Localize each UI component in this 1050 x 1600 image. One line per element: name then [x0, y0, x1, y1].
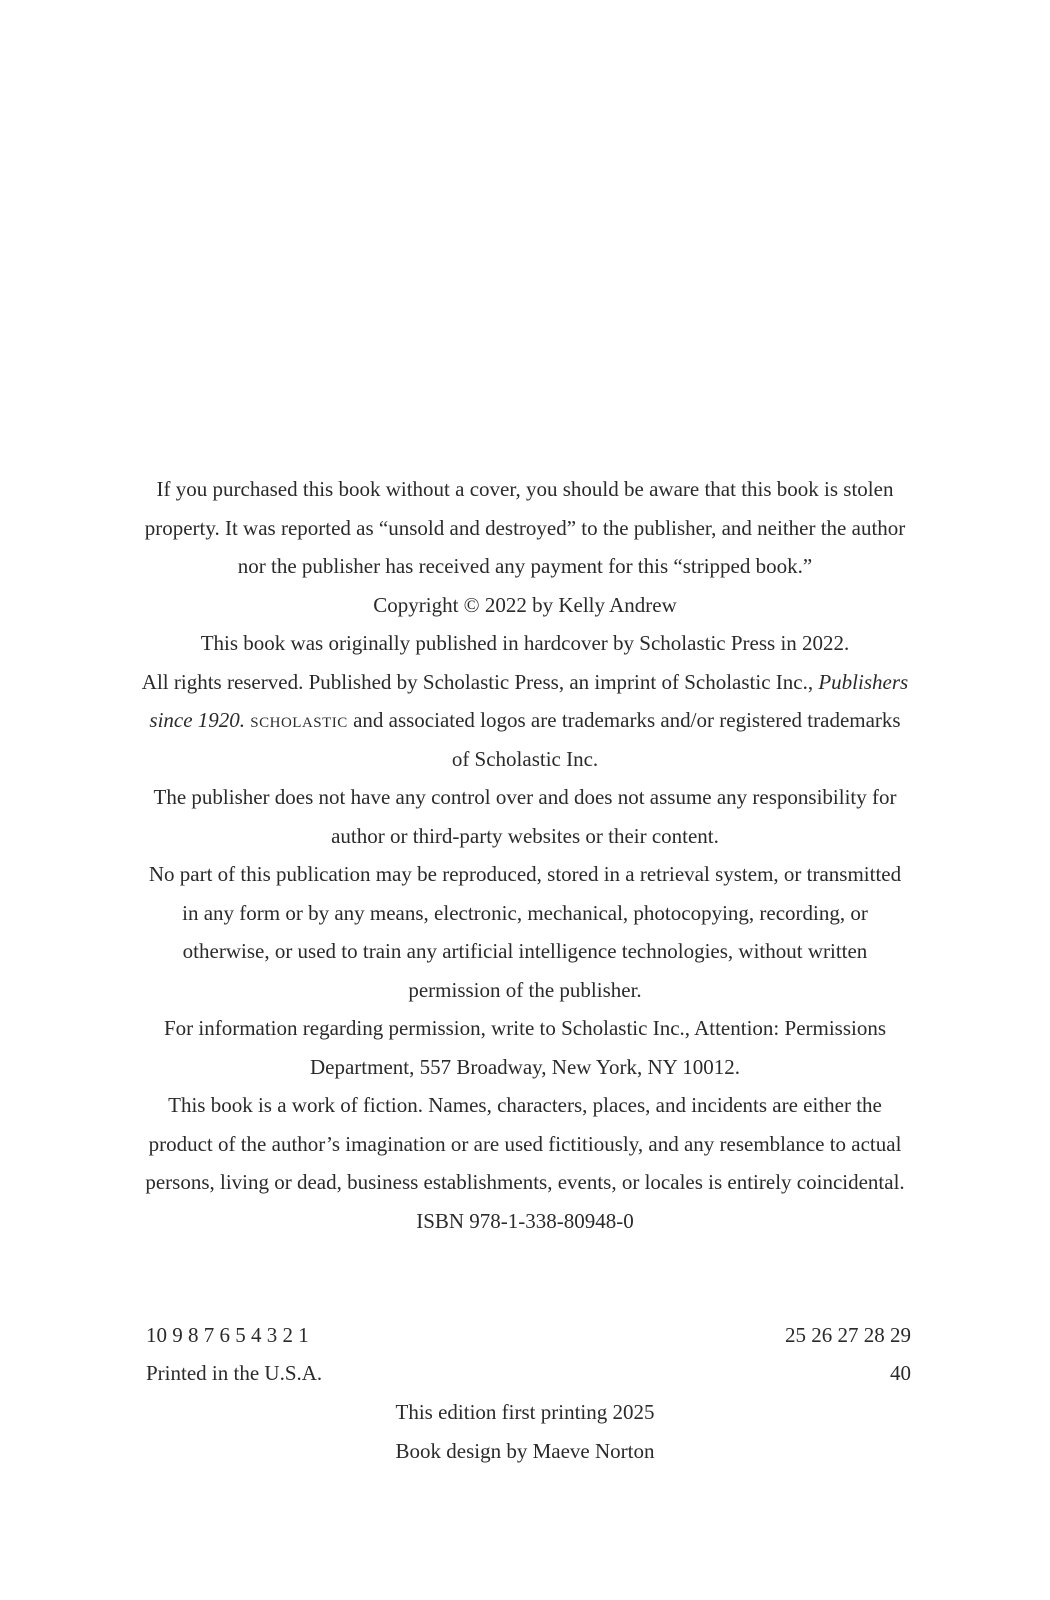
publisher-disclaimer: The publisher does not have any control over and does not assume any responsibility for author or third-party websites or their content. [153, 785, 897, 848]
printer-code: 40 [890, 1361, 911, 1385]
original-publication-line: This book was originally published in hardcover by Scholastic Press in 2022. [200, 631, 850, 655]
rights-paragraph [140, 663, 910, 779]
printing-number-line: 10 9 8 7 6 5 4 3 2 1 [146, 1323, 309, 1347]
permissions-notice: For information regarding permission, write to Scholastic Inc., Attention: Permissions Department, 557 Broadway, New York, NY 10012. [163, 1016, 887, 1079]
fiction-disclaimer: This book is a work of fiction. Names, characters, places, and incidents are either the product of the author’s imagination or are used fictitiously, and any resemblance to actual persons, living or dead, business establishments, events, or locales is entirely coincidental. [145, 1093, 905, 1194]
printing-row [146, 1316, 911, 1355]
edition-line: This edition first printing 2025 [395, 1400, 655, 1424]
trademark-rest: and associated logos are trademarks and/or registered trademarks of Scholastic Inc. [347, 708, 901, 771]
rights-line: All rights reserved. Published by Scholastic Press, an imprint of Scholastic Inc., [141, 669, 814, 694]
design-credit: Book design by Maeve Norton [395, 1438, 655, 1463]
stripped-book-notice: If you purchased this book without a cover, you should be aware that this book is stolen property. It was reported as “unsold and destroyed” to the publisher, and neither the author nor the publisher has received any payment for this “stripped book.” [144, 477, 906, 578]
printing-year-line: 25 26 27 28 29 [785, 1323, 911, 1347]
printed-in-row [146, 1354, 911, 1393]
edition-block [140, 1393, 910, 1470]
copyright-line: Copyright © 2022 by Kelly Andrew [373, 592, 677, 617]
printed-in: Printed in the U.S.A. [146, 1361, 323, 1385]
trademark-word: scholastic [250, 708, 348, 732]
reproduction-notice: No part of this publication may be reproduced, stored in a retrieval system, or transmitted in any form or by any means, electronic, mechanical, photocopying, recording, or otherwise, or used to train any artificial intelligence technologies, without written permission of the publisher. [148, 862, 902, 1002]
publishers-since: Publishers since 1920. [149, 669, 909, 732]
copyright-block [140, 470, 910, 1240]
isbn: ISBN 978-1-338-80948-0 [416, 1208, 634, 1233]
